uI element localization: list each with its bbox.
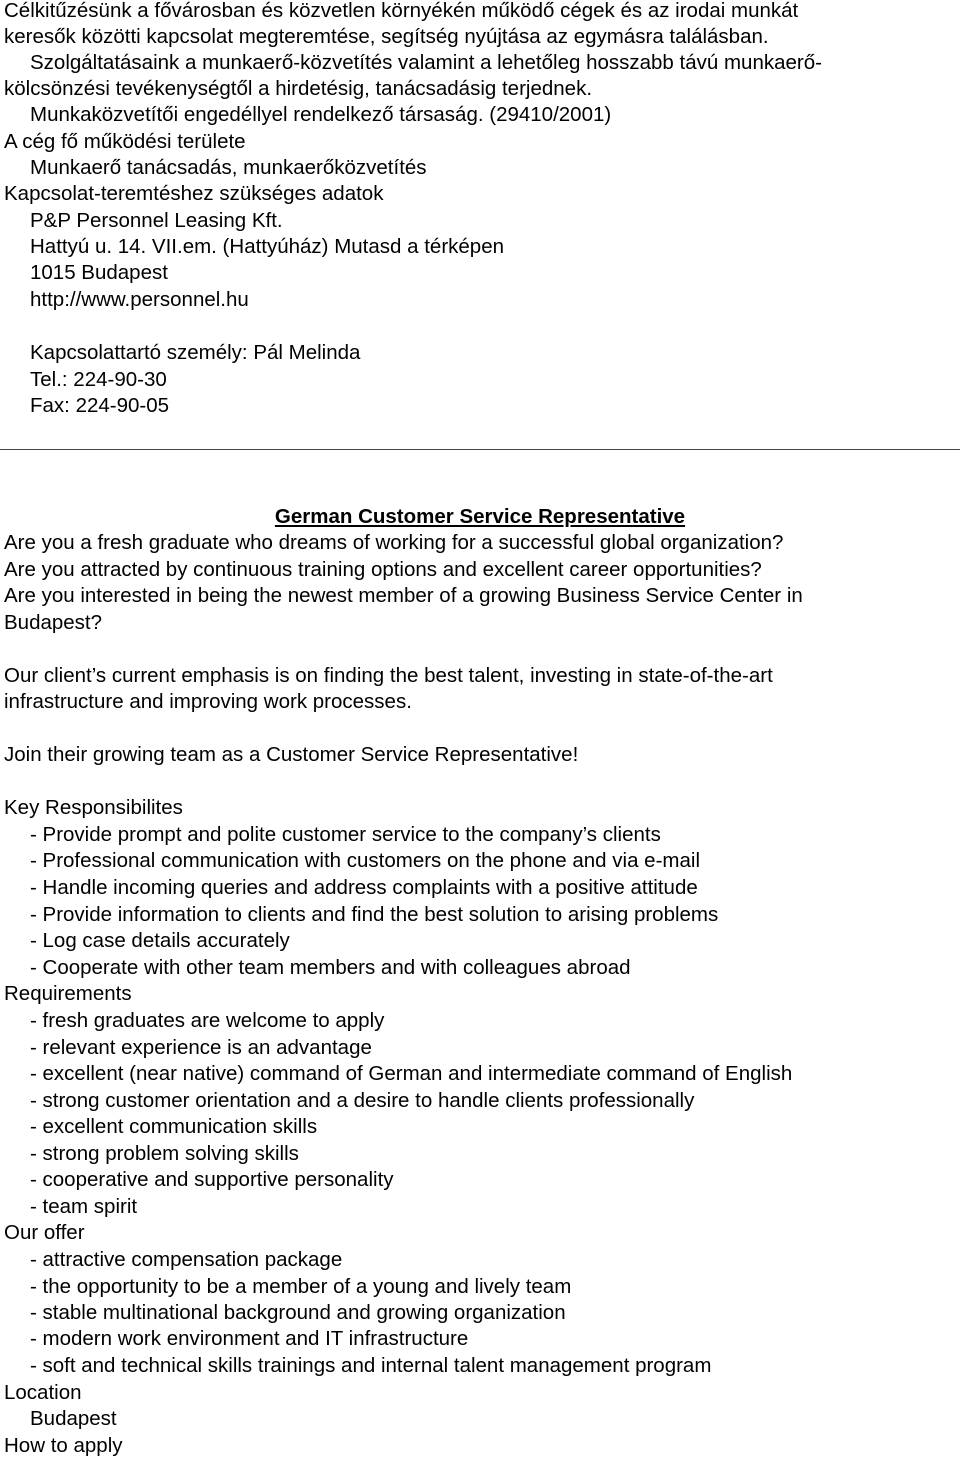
company-name: P&P Personnel Leasing Kft.: [30, 209, 283, 232]
requirement-item: - team spirit: [30, 1195, 138, 1218]
requirement-item: - relevant experience is an advantage: [30, 1036, 372, 1059]
contact-fax: Fax: 224-90-05: [30, 394, 170, 417]
section-divider: [0, 449, 960, 450]
emphasis-line: Our client’s current emphasis is on finding the best talent, investing in state-of-the-art: [4, 664, 773, 687]
intro-line: keresők közötti kapcsolat megteremtése, segítség nyújtása az egymásra találásban.: [4, 25, 769, 48]
company-city: 1015 Budapest: [30, 261, 168, 284]
intro-line: Szolgáltatásaink a munkaerő-közvetítés valamint a lehetőleg hosszabb távú munkaerő-: [30, 51, 822, 74]
offer-heading: Our offer: [4, 1221, 85, 1244]
responsibility-item: - Log case details accurately: [30, 929, 290, 952]
offer-item: - attractive compensation package: [30, 1248, 343, 1271]
responsibility-item: - Provide information to clients and find the best solution to arising problems: [30, 903, 719, 926]
requirement-item: - excellent (near native) command of German and intermediate command of English: [30, 1062, 793, 1085]
emphasis-line: infrastructure and improving work processes.: [4, 690, 412, 713]
requirement-item: - fresh graduates are welcome to apply: [30, 1009, 385, 1032]
responsibility-item: - Cooperate with other team members and with colleagues abroad: [30, 956, 631, 979]
area-heading: A cég fő működési területe: [4, 130, 246, 153]
requirements-heading: Requirements: [4, 982, 132, 1005]
question-line: Budapest?: [4, 611, 103, 634]
requirement-item: - strong problem solving skills: [30, 1142, 299, 1165]
offer-item: - soft and technical skills trainings and internal talent management program: [30, 1354, 712, 1377]
contact-heading: Kapcsolat-teremtéshez szükséges adatok: [4, 182, 384, 205]
requirement-item: - strong customer orientation and a desire to handle clients professionally: [30, 1089, 695, 1112]
apply-heading: How to apply: [4, 1434, 123, 1457]
requirement-item: - excellent communication skills: [30, 1115, 318, 1138]
area-value: Munkaerő tanácsadás, munkaerőközvetítés: [30, 156, 427, 179]
responsibility-item: - Handle incoming queries and address complaints with a positive attitude: [30, 876, 698, 899]
responsibilities-heading: Key Responsibilites: [4, 796, 183, 819]
location-heading: Location: [4, 1381, 82, 1404]
question-line: Are you attracted by continuous training options and excellent career opportunities?: [4, 558, 762, 581]
contact-person: Kapcsolattartó személy: Pál Melinda: [30, 341, 361, 364]
question-line: Are you a fresh graduate who dreams of working for a successful global organization?: [4, 531, 784, 554]
offer-item: - modern work environment and IT infrastructure: [30, 1327, 469, 1350]
offer-item: - the opportunity to be a member of a young and lively team: [30, 1275, 572, 1298]
intro-line: Munkaközvetítői engedéllyel rendelkező társaság. (29410/2001): [30, 103, 612, 126]
website-link[interactable]: http://www.personnel.hu: [30, 288, 249, 311]
responsibility-item: - Provide prompt and polite customer service to the company’s clients: [30, 823, 661, 846]
company-address: Hattyú u. 14. VII.em. (Hattyúház) Mutasd a térképen: [30, 235, 505, 258]
responsibility-item: - Professional communication with customers on the phone and via e-mail: [30, 849, 700, 872]
intro-line: kölcsönzési tevékenységtől a hirdetésig, tanácsadásig terjednek.: [4, 77, 593, 100]
offer-item: - stable multinational background and growing organization: [30, 1301, 566, 1324]
contact-tel: Tel.: 224-90-30: [30, 368, 167, 391]
requirement-item: - cooperative and supportive personality: [30, 1168, 394, 1191]
question-line: Are you interested in being the newest member of a growing Business Service Center in: [4, 584, 803, 607]
job-title: German Customer Service Representative: [274, 505, 686, 528]
join-line: Join their growing team as a Customer Service Representative!: [4, 743, 579, 766]
intro-line: Célkitűzésünk a fővárosban és közvetlen környékén működő cégek és az irodai munkát: [4, 0, 799, 22]
location-value: Budapest: [30, 1407, 117, 1430]
